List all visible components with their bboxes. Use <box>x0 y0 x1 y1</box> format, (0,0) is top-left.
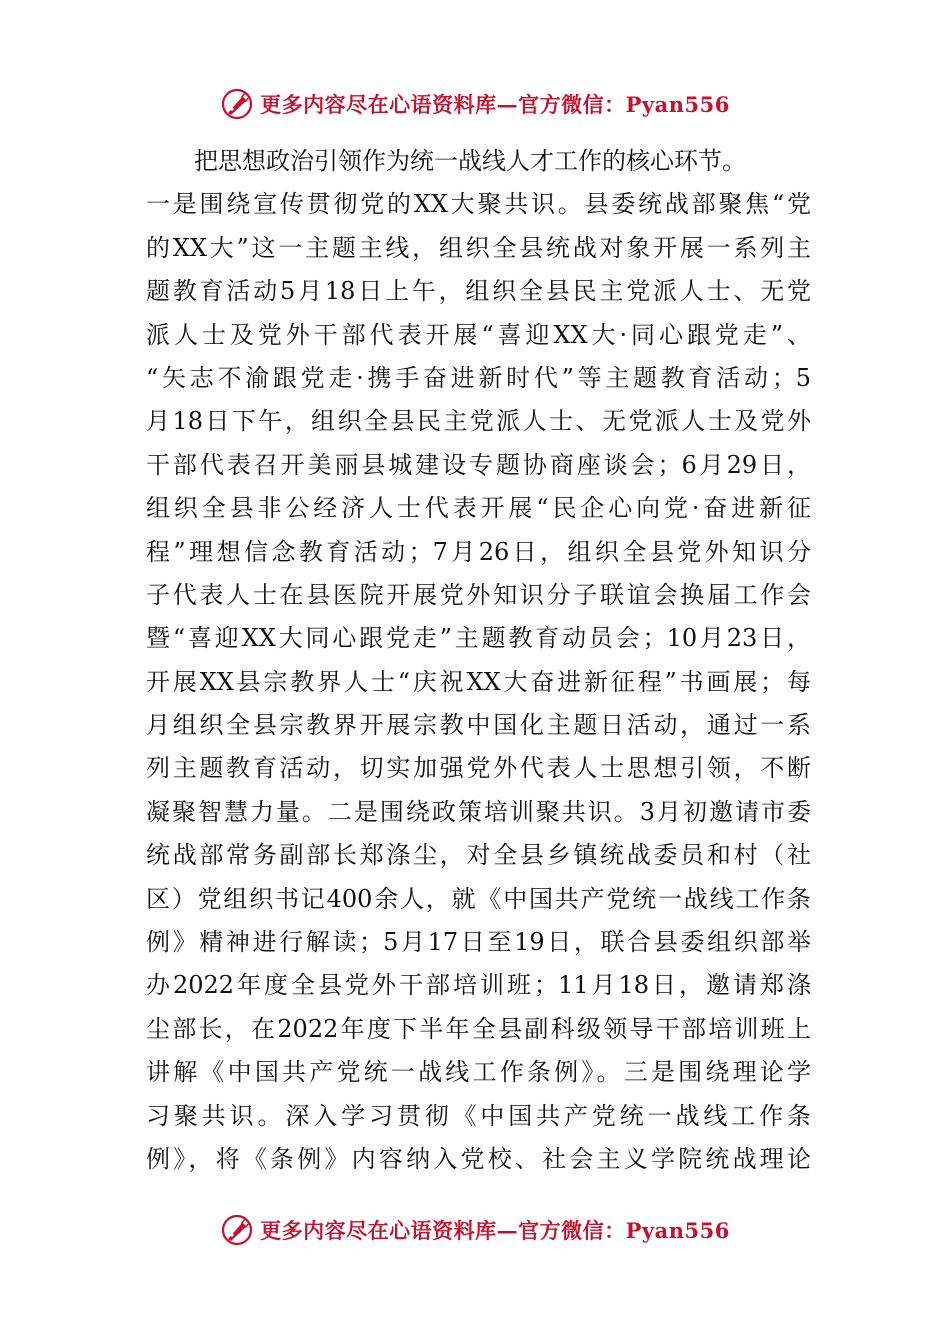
body-line: 习聚共识。深入学习贯彻《中国共产党统一战线工作条 <box>146 1101 811 1130</box>
footer-banner-text: 更多内容尽在心语资料库—官方微信：Pyan556 <box>260 1218 730 1243</box>
body-line: 暨“喜迎XX大同心跟党走”主题教育动员会；10月23日， <box>146 624 811 653</box>
body-line: 题教育活动5月18日上午，组织全县民主党派人士、无党 <box>146 277 811 306</box>
document-body <box>146 140 811 1181</box>
body-line: 列主题教育活动，切实加强党外代表人士思想引领，不断 <box>146 754 811 783</box>
body-line: 程”理想信念教育活动；7月26日，组织全县党外知识分 <box>146 537 811 566</box>
body-line: 干部代表召开美丽县城建设专题协商座谈会；6月29日， <box>146 450 811 479</box>
body-line: 讲解《中国共产党统一战线工作条例》。三是围绕理论学 <box>146 1058 811 1087</box>
body-line: 派人士及党外干部代表开展“喜迎XX大·同心跟党走”、 <box>146 320 811 349</box>
pen-nib-circle-icon <box>220 1213 254 1247</box>
pen-nib-circle-icon <box>220 87 254 121</box>
body-line: 办2022年度全县党外干部培训班；11月18日，邀请郑涤 <box>146 971 811 1000</box>
body-line: 把思想政治引领作为统一战线人才工作的核心环节。 <box>194 147 746 175</box>
body-line: 子代表人士在县医院开展党外知识分子联谊会换届工作会 <box>146 580 811 609</box>
body-line: 尘部长，在2022年度下半年全县副科级领导干部培训班上 <box>146 1014 811 1043</box>
body-line: 例》精神进行解读；5月17日至19日，联合县委组织部举 <box>146 928 811 957</box>
body-line: 开展XX县宗教界人士“庆祝XX大奋进新征程”书画展；每 <box>146 667 811 696</box>
header-banner <box>0 84 950 124</box>
footer-banner <box>0 1210 950 1250</box>
body-line: 组织全县非公经济人士代表开展“民企心向党·奋进新征 <box>146 494 811 523</box>
body-line: 统战部常务副部长郑涤尘，对全县乡镇统战委员和村（社 <box>146 841 811 870</box>
body-line: 例》，将《条例》内容纳入党校、社会主义学院统战理论 <box>146 1144 811 1173</box>
body-line: 月18日下午，组织全县民主党派人士、无党派人士及党外 <box>146 407 811 436</box>
body-line: 区）党组织书记400余人，就《中国共产党统一战线工作条 <box>146 884 811 913</box>
body-line: 凝聚智慧力量。二是围绕政策培训聚共识。3月初邀请市委 <box>146 797 811 826</box>
body-line: “矢志不渝跟党走·携手奋进新时代”等主题教育活动；5 <box>146 363 811 392</box>
header-banner-text: 更多内容尽在心语资料库—官方微信：Pyan556 <box>260 92 730 117</box>
body-line: 的XX大”这一主题主线，组织全县统战对象开展一系列主 <box>146 233 811 262</box>
body-line: 月组织全县宗教界开展宗教中国化主题日活动，通过一系 <box>146 711 811 740</box>
body-line: 一是围绕宣传贯彻党的XX大聚共识。县委统战部聚焦“党 <box>146 190 811 219</box>
